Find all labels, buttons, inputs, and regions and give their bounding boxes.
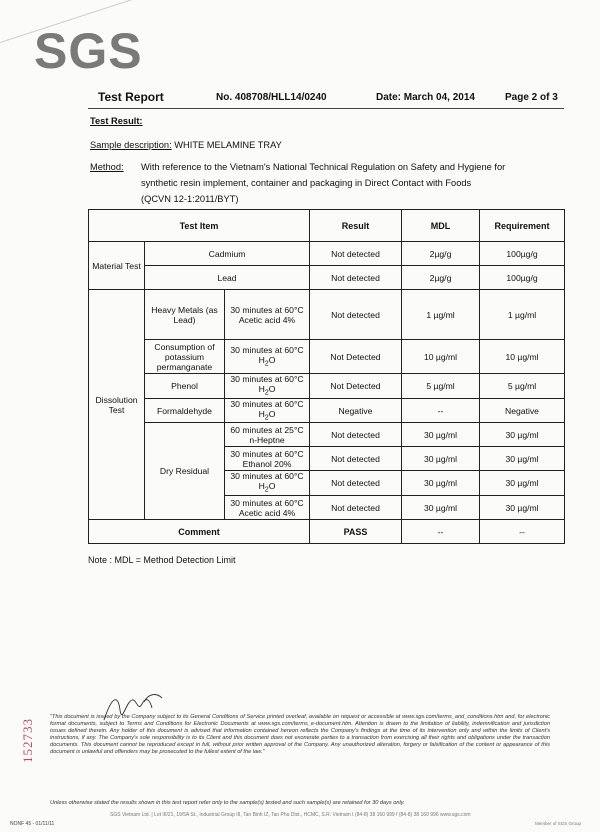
dry1-requirement: 30 µg/ml: [480, 423, 565, 447]
dry-residual-group: Dry Residual: [145, 423, 225, 520]
dry4-condition: 30 minutes at 60°C Acetic acid 4%: [225, 496, 310, 520]
page-number: Page 2 of 3: [505, 92, 558, 103]
report-title: Test Report: [98, 90, 164, 104]
header-requirement: Requirement: [480, 210, 565, 242]
kmno4-requirement: 10 µg/ml: [480, 340, 565, 374]
form-code: NONF 45 - 01/11/11: [10, 821, 55, 827]
heavy-metals-condition: 30 minutes at 60°C Acetic acid 4%: [225, 290, 310, 340]
comment-mdl: --: [402, 520, 480, 544]
phenol-item: Phenol: [145, 374, 225, 399]
cadmium-requirement: 100µg/g: [480, 242, 565, 266]
dry1-mdl: 30 µg/ml: [402, 423, 480, 447]
method-line-1: With reference to the Vietnam's National Technical Regulation on Safety and Hygiene for: [141, 162, 506, 172]
header-test-item: Test Item: [89, 210, 310, 242]
dry4-result: Not detected: [310, 496, 402, 520]
heavy-metals-item: Heavy Metals (as Lead): [145, 290, 225, 340]
report-date: Date: March 04, 2014: [376, 92, 475, 103]
formaldehyde-condition: 30 minutes at 60°C $H_2O$: [225, 398, 310, 423]
dry2-requirement: 30 µg/ml: [480, 447, 565, 471]
kmno4-mdl: 10 µg/ml: [402, 340, 480, 374]
cadmium-mdl: 2µg/g: [402, 242, 480, 266]
method-label: Method:: [90, 162, 124, 172]
table-row: [89, 266, 565, 290]
table-header-row: [89, 210, 565, 242]
report-header: [0, 92, 600, 106]
dry3-result: Not detected: [310, 471, 402, 496]
heavy-metals-result: Not detected: [310, 290, 402, 340]
sample-description-value: WHITE MELAMINE TRAY: [174, 140, 282, 150]
formaldehyde-item: Formaldehyde: [145, 398, 225, 423]
kmno4-item: Consumption of potassium permanganate: [145, 340, 225, 374]
dry2-condition: 30 minutes at 60°C Ethanol 20%: [225, 447, 310, 471]
phenol-mdl: 5 µg/ml: [402, 374, 480, 399]
comment-row: [89, 520, 565, 544]
company-address: SGS Vietnam Ltd. | Lot III/21, 19/5A St., Industrial Group III, Tan Binh IZ, Tan Phu Dist., HCMC, S.R. Vietnam t (84-8) 38 160 999 f (84-8) 38 160 996 www.sgs.com: [110, 812, 471, 818]
comment-requirement: --: [480, 520, 565, 544]
cadmium-item: Cadmium: [145, 242, 310, 266]
dry4-requirement: 30 µg/ml: [480, 496, 565, 520]
header-rule: [88, 108, 564, 109]
dry1-result: Not detected: [310, 423, 402, 447]
report-number: No. 408708/HLL14/0240: [216, 92, 327, 103]
retention-text: Unless otherwise stated the results shown in this test report refer only to the sample(s) tested and such sample(s) are retained for 30 days only.: [50, 800, 405, 806]
dry4-mdl: 30 µg/ml: [402, 496, 480, 520]
table-row: [89, 340, 565, 374]
header-mdl: MDL: [402, 210, 480, 242]
table-row: [89, 374, 565, 399]
kmno4-condition: 30 minutes at 60°C $H_2O$: [225, 340, 310, 374]
cadmium-result: Not detected: [310, 242, 402, 266]
sample-description-label: Sample description:: [90, 140, 172, 150]
method-line-2: synthetic resin implement, container and packaging in Direct Contact with Foods: [141, 178, 472, 188]
lead-requirement: 100µg/g: [480, 266, 565, 290]
mdl-note: Note : MDL = Method Detection Limit: [88, 555, 236, 565]
comment-label: Comment: [89, 520, 310, 544]
lead-mdl: 2µg/g: [402, 266, 480, 290]
dissolution-test-group: Dissolution Test: [89, 290, 145, 520]
table-row: [89, 242, 565, 266]
formaldehyde-result: Negative: [310, 398, 402, 423]
dry3-mdl: 30 µg/ml: [402, 471, 480, 496]
table-row: [89, 398, 565, 423]
serial-number: 152733: [20, 718, 35, 763]
sample-description: [90, 139, 282, 151]
dry3-condition: 30 minutes at 60°C $H_2O$: [225, 471, 310, 496]
kmno4-result: Not Detected: [310, 340, 402, 374]
member-of-sgs: Member of SGS Group: [535, 821, 582, 826]
method-line-3: (QCVN 12-1:2011/BYT): [141, 194, 239, 204]
dry2-result: Not detected: [310, 447, 402, 471]
dry2-mdl: 30 µg/ml: [402, 447, 480, 471]
table-row: [89, 290, 565, 340]
sgs-logo: SGS: [34, 23, 143, 79]
material-test-group: Material Test: [89, 242, 145, 290]
dry3-requirement: 30 µg/ml: [480, 471, 565, 496]
test-result-heading: Test Result:: [90, 116, 143, 126]
dry1-condition: 60 minutes at 25°C n-Heptne: [225, 423, 310, 447]
table-row: [89, 423, 565, 447]
lead-result: Not detected: [310, 266, 402, 290]
comment-result: PASS: [310, 520, 402, 544]
formaldehyde-requirement: Negative: [480, 398, 565, 423]
result-table: [88, 209, 565, 544]
phenol-condition: 30 minutes at 60°C $H_2O$: [225, 374, 310, 399]
phenol-requirement: 5 µg/ml: [480, 374, 565, 399]
phenol-result: Not Detected: [310, 374, 402, 399]
formaldehyde-mdl: --: [402, 398, 480, 423]
disclaimer-text: "This document is issued by the Company subject to its General Conditions of Service printed overleaf, available on request or accessible at www.sgs.com/terms_and_conditions.htm and, for electronic format documents, subject to Terms and Conditions for Electronic Documents at www.sgs.com/terms_e-document.htm. Attention is drawn to the limitation of liability, indemnification and jurisdiction issues defined therein. Any holder of this document is advised that information contained hereon reflects the Company's findings at the time of its intervention only and within the limits of Client's instructions, if any. The Company's sole responsibility is to its Client and this document does not exonerate parties to a transaction from exercising all their rights and obligations under the transaction documents. This document cannot be reproduced except in full, without prior written approval of the Company. Any unauthorized alteration, forgery or falsification of the content or appearance of this document is unlawful and offenders may be prosecuted to the fullest extent of the law.": [50, 714, 550, 755]
lead-item: Lead: [145, 266, 310, 290]
header-result: Result: [310, 210, 402, 242]
heavy-metals-mdl: 1 µg/ml: [402, 290, 480, 340]
heavy-metals-requirement: 1 µg/ml: [480, 290, 565, 340]
